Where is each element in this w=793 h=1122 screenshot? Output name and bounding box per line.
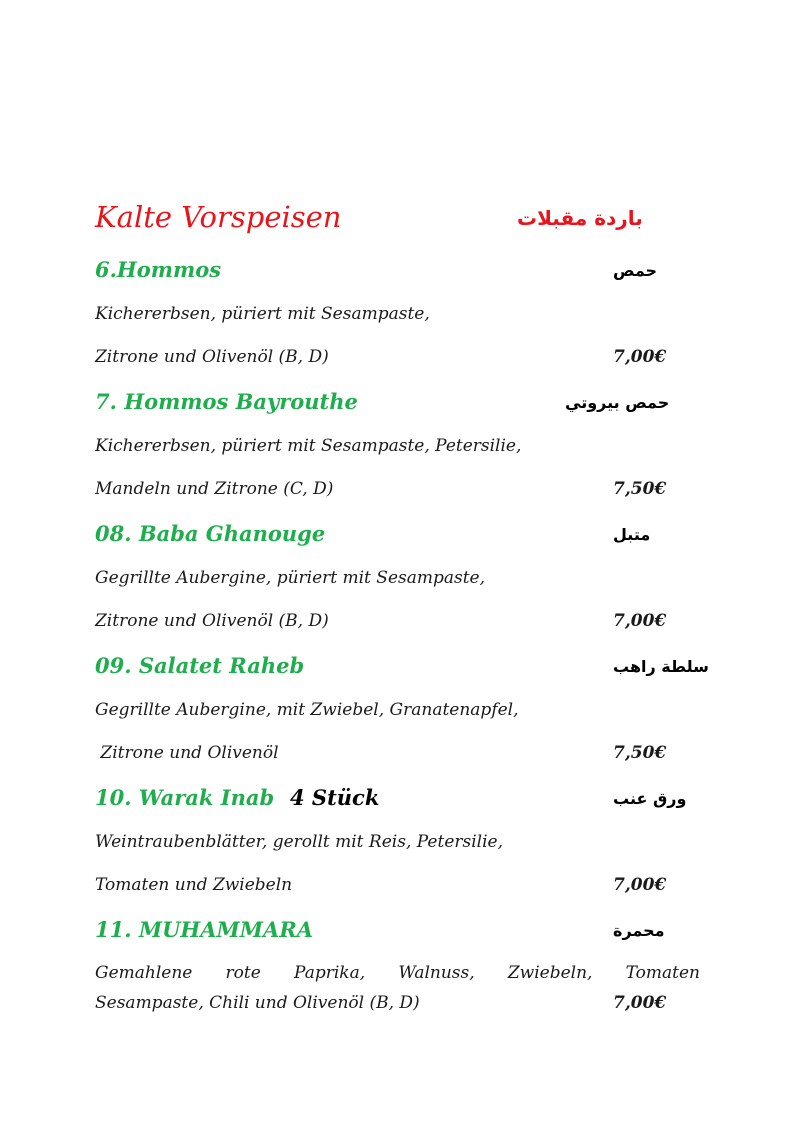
item-price: 7,00€ bbox=[613, 611, 667, 631]
item-description: Tomaten und Zwiebeln bbox=[95, 875, 293, 895]
item-description: Zitrone und Olivenöl (B, D) bbox=[95, 347, 329, 367]
item-description: Weintraubenblätter, gerollt mit Reis, Petersilie, bbox=[95, 832, 503, 852]
item-name-arabic: محمرة bbox=[613, 921, 665, 940]
item-price: 7,00€ bbox=[613, 347, 667, 367]
item-name-arabic: سلطة راهب bbox=[613, 657, 709, 676]
item-description: Gegrillte Aubergine, püriert mit Sesampaste, bbox=[95, 568, 486, 588]
item-price: 7,50€ bbox=[613, 479, 667, 499]
item-description: Gemahlene rote Paprika, Walnuss, Zwiebeln, Tomaten bbox=[95, 963, 700, 983]
item-price: 7,00€ bbox=[613, 875, 667, 895]
item-name-arabic: حمص bbox=[613, 261, 658, 280]
section-title: Kalte Vorspeisen bbox=[95, 200, 342, 234]
section-title-arabic: باردة مقبلات bbox=[517, 206, 643, 230]
item-name: 11. MUHAMMARA bbox=[95, 917, 314, 942]
item-description: Mandeln und Zitrone (C, D) bbox=[95, 479, 334, 499]
item-name: 6.Hommos bbox=[95, 257, 222, 282]
item-name-arabic: متبل bbox=[613, 525, 651, 544]
item-name: 09. Salatet Raheb bbox=[95, 653, 305, 678]
item-description: Zitrone und Olivenöl (B, D) bbox=[95, 611, 329, 631]
item-description: Kichererbsen, püriert mit Sesampaste, bbox=[95, 304, 430, 324]
item-description: Gegrillte Aubergine, mit Zwiebel, Granatenapfel, bbox=[95, 700, 519, 720]
item-description: Zitrone und Olivenöl bbox=[95, 743, 279, 763]
item-name: 10. Warak Inab bbox=[95, 785, 275, 810]
item-name: 7. Hommos Bayrouthe bbox=[95, 389, 358, 414]
item-description: Kichererbsen, püriert mit Sesampaste, Petersilie, bbox=[95, 436, 522, 456]
item-name: 08. Baba Ghanouge bbox=[95, 521, 326, 546]
item-name-arabic: ورق عنب bbox=[613, 789, 687, 808]
item-price: 7,00€ bbox=[613, 993, 667, 1013]
item-name-arabic: حمص بيروتي bbox=[565, 393, 670, 412]
item-quantity: 4 Stück bbox=[290, 785, 380, 810]
item-price: 7,50€ bbox=[613, 743, 667, 763]
item-description: Sesampaste, Chili und Olivenöl (B, D) bbox=[95, 993, 420, 1013]
